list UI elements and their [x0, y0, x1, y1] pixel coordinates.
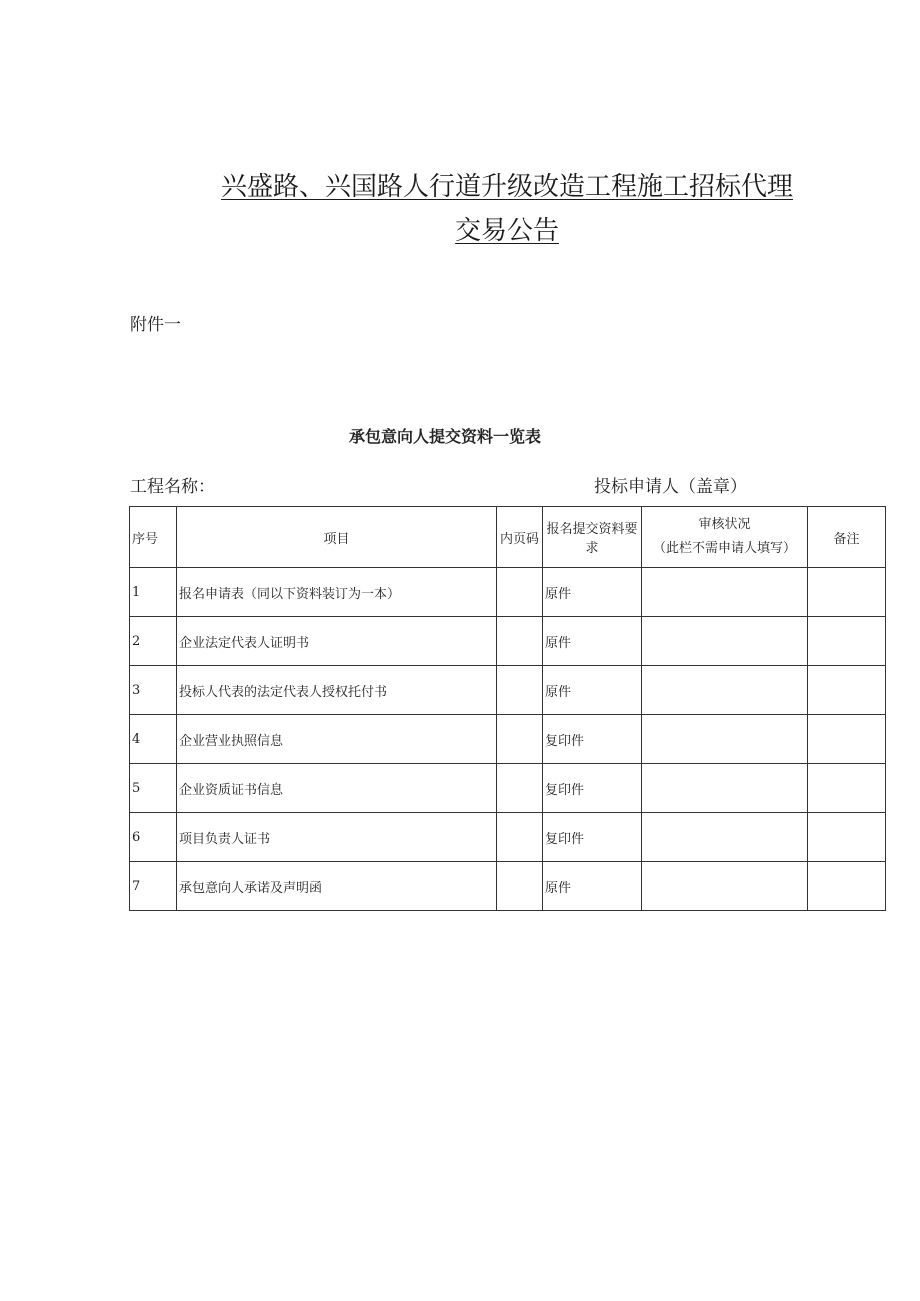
- cell-review[interactable]: [642, 666, 808, 715]
- cell-requirement: 原件: [543, 666, 642, 715]
- cell-requirement: 原件: [543, 862, 642, 911]
- cell-remark[interactable]: [808, 666, 886, 715]
- cell-review[interactable]: [642, 813, 808, 862]
- header-page: 内页码: [497, 507, 543, 568]
- cell-page[interactable]: [497, 764, 543, 813]
- table-row: [130, 764, 886, 813]
- materials-table: [129, 506, 886, 911]
- cell-page[interactable]: [497, 862, 543, 911]
- cell-page[interactable]: [497, 568, 543, 617]
- cell-item: 报名申请表（同以下资料装订为一本）: [177, 568, 497, 617]
- cell-seq: 4: [130, 715, 177, 764]
- cell-seq: 2: [130, 617, 177, 666]
- cell-page[interactable]: [497, 666, 543, 715]
- cell-review[interactable]: [642, 862, 808, 911]
- cell-requirement: 原件: [543, 617, 642, 666]
- cell-remark[interactable]: [808, 813, 886, 862]
- cell-review[interactable]: [642, 568, 808, 617]
- cell-requirement: 复印件: [543, 715, 642, 764]
- cell-item: 企业法定代表人证明书: [177, 617, 497, 666]
- cell-review[interactable]: [642, 617, 808, 666]
- cell-remark[interactable]: [808, 764, 886, 813]
- cell-requirement: 复印件: [543, 813, 642, 862]
- applicant-seal-label: 投标申请人（盖章）: [594, 477, 747, 497]
- cell-requirement: 复印件: [543, 764, 642, 813]
- project-name-label: 工程名称：: [130, 477, 215, 497]
- cell-review[interactable]: [642, 764, 808, 813]
- cell-page[interactable]: [497, 617, 543, 666]
- table-row: [130, 715, 886, 764]
- cell-page[interactable]: [497, 715, 543, 764]
- table-row: [130, 862, 886, 911]
- document-title-text-2: 交易公告: [454, 216, 559, 246]
- table-row: [130, 568, 886, 617]
- cell-item: 项目负责人证书: [177, 813, 497, 862]
- cell-seq: 5: [130, 764, 177, 813]
- cell-requirement: 原件: [543, 568, 642, 617]
- header-review: [642, 507, 808, 568]
- cell-remark[interactable]: [808, 715, 886, 764]
- table-header-row: [130, 507, 886, 568]
- document-title-text-1: 兴盛路、兴国路人行道升级改造工程施工招标代理: [220, 172, 793, 202]
- table-row: [130, 617, 886, 666]
- header-review-note: （此栏不需申请人填写）: [652, 541, 796, 556]
- table-row: [130, 666, 886, 715]
- cell-seq: 6: [130, 813, 177, 862]
- header-remark: 备注: [808, 507, 886, 568]
- table-title: 承包意向人提交资料一览表: [348, 427, 541, 446]
- header-item: 项目: [177, 507, 497, 568]
- cell-remark[interactable]: [808, 862, 886, 911]
- header-seq: 序号: [130, 507, 177, 568]
- cell-seq: 3: [130, 666, 177, 715]
- cell-item: 承包意向人承诺及声明函: [177, 862, 497, 911]
- cell-review[interactable]: [642, 715, 808, 764]
- table-row: [130, 813, 886, 862]
- cell-page[interactable]: [497, 813, 543, 862]
- cell-seq: 1: [130, 568, 177, 617]
- header-review-title: 审核状况: [698, 517, 751, 532]
- cell-item: 企业营业执照信息: [177, 715, 497, 764]
- header-requirement: 报名提交资料要求: [543, 507, 642, 568]
- document-title-line-2: [47, 210, 920, 247]
- cell-item: 投标人代表的法定代表人授权托付书: [177, 666, 497, 715]
- cell-item: 企业资质证书信息: [177, 764, 497, 813]
- cell-remark[interactable]: [808, 617, 886, 666]
- cell-remark[interactable]: [808, 568, 886, 617]
- document-title-line-1: [47, 166, 920, 203]
- attachment-label: 附件一: [130, 315, 181, 335]
- cell-seq: 7: [130, 862, 177, 911]
